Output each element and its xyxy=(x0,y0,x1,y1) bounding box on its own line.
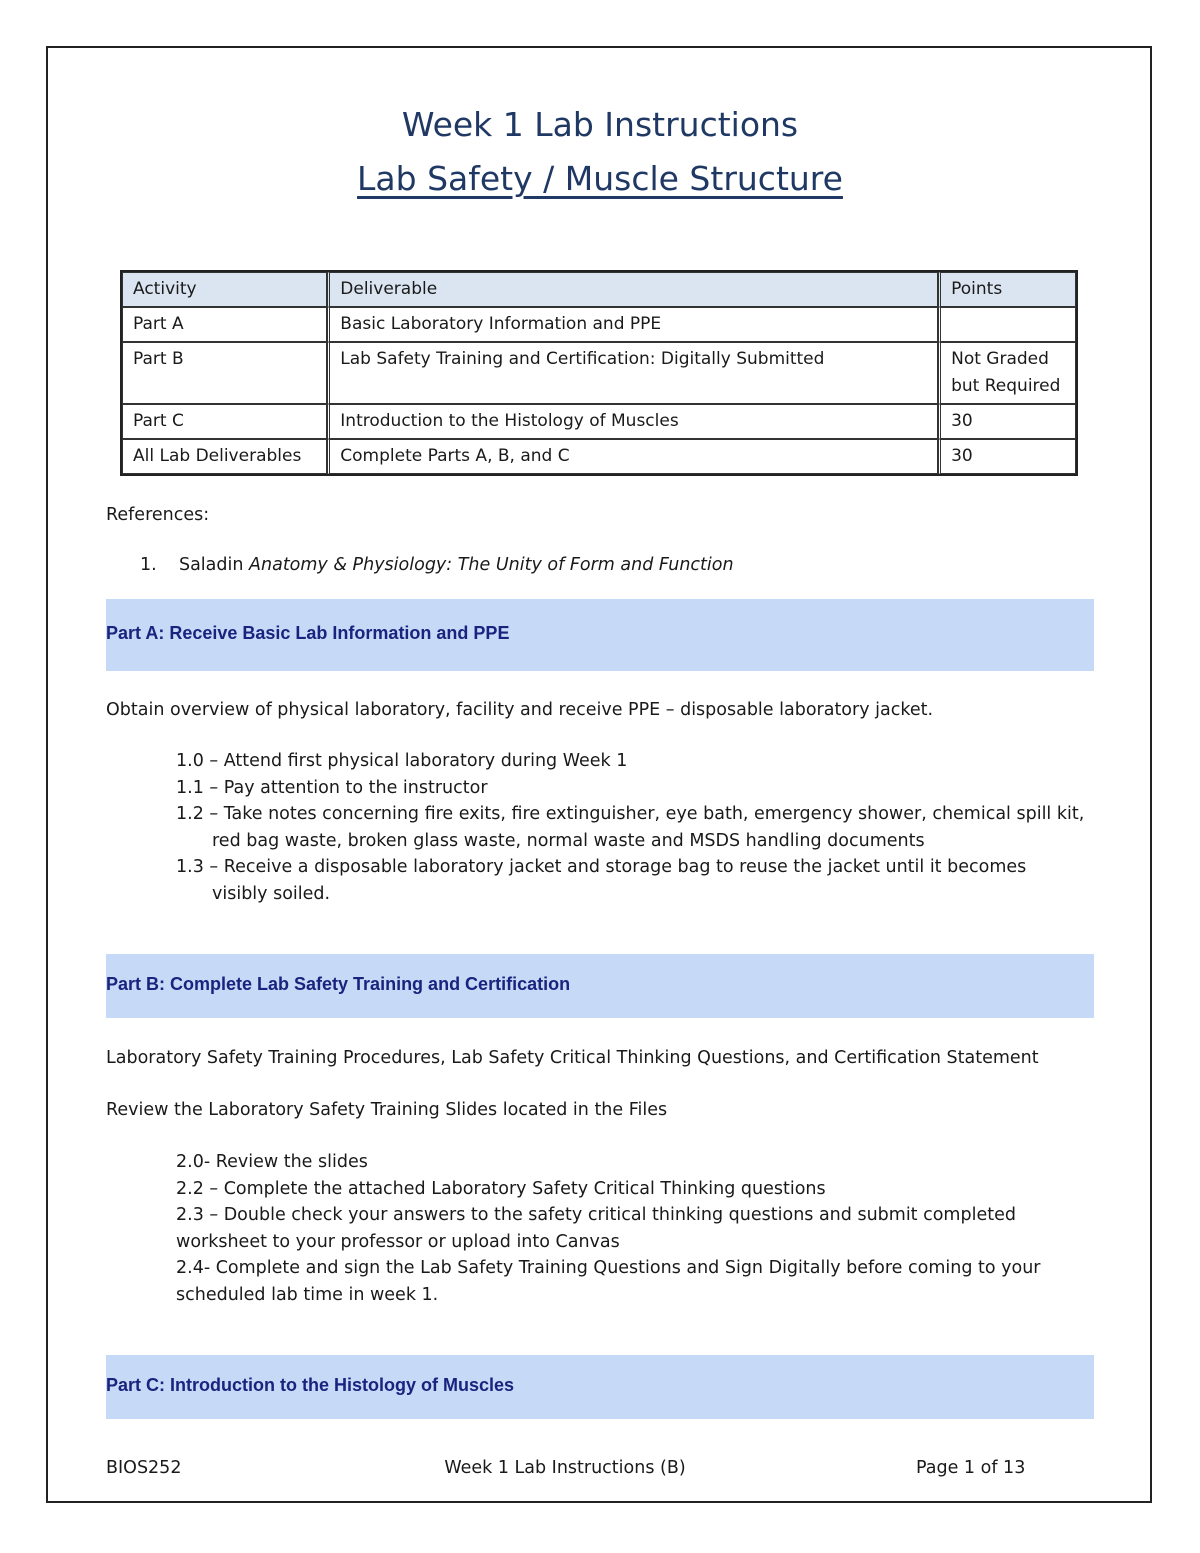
table-cell-activity: All Lab Deliverables xyxy=(122,439,327,474)
list-item: 2.4- Complete and sign the Lab Safety Training Questions and Sign Digitally before coming to your scheduled lab time in week 1. xyxy=(176,1258,1041,1305)
table-cell-activity: Part B xyxy=(122,342,327,404)
footer-doc-name: Week 1 Lab Instructions (B) xyxy=(444,1458,686,1478)
list-item: 1.3 – Receive a disposable laboratory jacket and storage bag to reuse the jacket until it becomes visibly soiled. xyxy=(176,857,1027,904)
part-b-intro-2: Review the Laboratory Safety Training Slides located in the Files xyxy=(106,1100,668,1120)
header-deliverable: Deliverable xyxy=(327,272,938,307)
list-item: 2.2 – Complete the attached Laboratory Safety Critical Thinking questions xyxy=(176,1178,826,1199)
part-a-intro: Obtain overview of physical laboratory, facility and receive PPE – disposable laboratory jacket. xyxy=(106,700,934,720)
table-row xyxy=(122,404,1076,439)
table-cell-activity: Part C xyxy=(122,404,327,439)
footer-page-number: Page 1 of 13 xyxy=(916,1458,1026,1478)
table-cell-points: Not Graded but Required xyxy=(938,342,1076,404)
part-b-steps xyxy=(176,1149,1086,1308)
table-cell-points xyxy=(938,307,1076,342)
list-item: 1.0 – Attend first physical laboratory during Week 1 xyxy=(176,751,628,771)
part-b-intro-1: Laboratory Safety Training Procedures, Lab Safety Critical Thinking Questions, and Certification Statement xyxy=(106,1048,1039,1068)
reference-number: 1. xyxy=(140,555,157,575)
reference-item xyxy=(140,552,734,579)
part-c-heading-band xyxy=(106,1355,1094,1419)
part-a-heading-band xyxy=(106,599,1094,671)
table-cell-points: 30 xyxy=(938,439,1076,474)
deliverables-table xyxy=(120,270,1078,476)
table-cell-deliverable: Lab Safety Training and Certification: Digitally Submitted xyxy=(327,342,938,404)
reference-author: Saladin xyxy=(178,555,244,575)
table-cell-deliverable: Complete Parts A, B, and C xyxy=(327,439,938,474)
list-item: 1.2 – Take notes concerning fire exits, fire extinguisher, eye bath, emergency shower, chemical spill kit, red bag waste, broken glass waste, normal waste and MSDS handling documents xyxy=(176,804,1085,851)
list-item: 2.3 – Double check your answers to the safety critical thinking questions and submit completed worksheet to your professor or upload into Canvas xyxy=(176,1205,1016,1252)
table-row xyxy=(122,342,1076,404)
page-title: Week 1 Lab Instructions xyxy=(401,105,799,144)
references-label: References: xyxy=(106,505,210,525)
page-subtitle: Lab Safety / Muscle Structure xyxy=(357,159,843,198)
table-row xyxy=(122,439,1076,474)
reference-title: Anatomy & Physiology: The Unity of Form and Function xyxy=(249,555,734,575)
part-a-steps xyxy=(176,748,1086,907)
footer-course: BIOS252 xyxy=(106,1458,182,1478)
table-cell-activity: Part A xyxy=(122,307,327,342)
list-item: 2.0- Review the slides xyxy=(176,1152,368,1172)
header-points: Points xyxy=(938,272,1076,307)
part-b-heading-band xyxy=(106,954,1094,1018)
table-header-row xyxy=(122,272,1076,307)
part-c-heading: Part C: Introduction to the Histology of Muscles xyxy=(106,1375,515,1395)
table-row xyxy=(122,307,1076,342)
table-cell-deliverable: Basic Laboratory Information and PPE xyxy=(327,307,938,342)
part-b-heading: Part B: Complete Lab Safety Training and Certification xyxy=(106,974,571,994)
list-item: 1.1 – Pay attention to the instructor xyxy=(176,777,488,798)
part-a-heading: Part A: Receive Basic Lab Information and PPE xyxy=(106,623,510,643)
table-cell-deliverable: Introduction to the Histology of Muscles xyxy=(327,404,938,439)
table-cell-points: 30 xyxy=(938,404,1076,439)
header-activity: Activity xyxy=(122,272,327,307)
